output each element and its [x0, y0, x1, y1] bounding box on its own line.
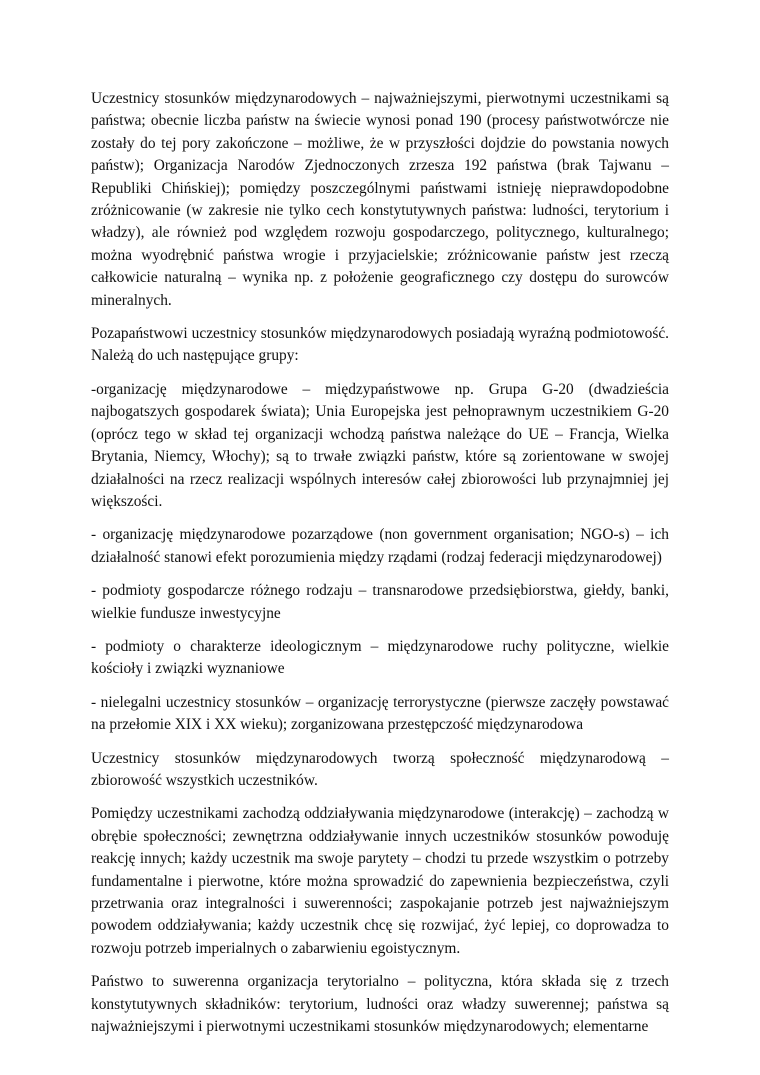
list-item-ideological-entities: - podmioty o charakterze ideologicznym – międzynarodowe ruchy polityczne, wielkie kościoły i związki wyznaniowe: [91, 637, 669, 678]
list-item-intergovernmental-organizations: -organizację międzynarodowe – międzypaństwowe np. Grupa G-20 (dwadzieścia najbogatszych gospodarek świata); Unia Europejska jest pełnoprawnym uczestnikiem G-20 (oprócz tego w skład tej organizacji wchodzą państwa należące do UE – Francja, Wielka Brytania, Niemcy, Włochy); są to trwałe związki państw, które są zorientowane w swojej działalności na rzecz realizacji wspólnych interesów całej zbiorowości lub przynajmniej jej większości.: [91, 380, 669, 510]
document-page: [91, 88, 669, 1038]
paragraph-state-participants: Uczestnicy stosunków międzynarodowych – najważniejszymi, pierwotnymi uczestnikami są państwa; obecnie liczba państw na świecie wynosi ponad 190 (procesy państwotwórcze nie zostały do tej pory zakończone – możliwe, że w przyszłości dojdzie do powstania nowych państw); Organizacja Narodów Zjednoczonych zrzesza 192 państwa (brak Tajwanu – Republiki Chińskiej); pomiędzy poszczególnymi państwami istnieję nieprawdopodobne zróżnicowanie (w zakresie nie tylko cech konstytutywnych państwa: ludności, terytorium i władzy), ale również pod względem rozwoju gospodarczego, politycznego, kulturalnego; można wyodrębnić państwa wrogie i przyjacielskie; zróżnicowanie państw jest rzeczą całkowicie naturalną – wynika np. z położenie geograficznego czy dostępu do surowców mineralnych.: [91, 90, 669, 309]
list-item-economic-entities: - podmioty gospodarcze różnego rodzaju – transnarodowe przedsiębiorstwa, giełdy, banki, wielkie fundusze inwestycyjne: [91, 582, 669, 622]
list-item-illegal-participants: - nielegalni uczestnicy stosunków – organizację terrorystyczne (pierwsze zaczęły powstawać na przełomie XIX i XX wieku); zorganizowana przestępczość międzynarodowa: [91, 693, 669, 734]
paragraph-international-community: Uczestnicy stosunków międzynarodowych tworzą społeczność międzynarodową – zbiorowość wszystkich uczestników.: [91, 749, 669, 789]
list-item-non-governmental-organizations: - organizację międzynarodowe pozarządowe (non government organisation; NGO-s) – ich działalność stanowi efekt porozumienia między rządami (rodzaj federacji międzynarodowej): [91, 526, 669, 566]
paragraph-non-state-participants: Pozapaństwowi uczestnicy stosunków międzynarodowych posiadają wyraźną podmiotowość. Należą do uch następujące grupy:: [91, 325, 669, 365]
paragraph-state-definition: Państwo to suwerenna organizacja terytorialno – polityczna, która składa się z trzech konstytutywnych składników: terytorium, ludności oraz władzy suwerennej; państwa są najważniejszymi i pierwotnymi uczestnikami stosunków międzynarodowych; elementarne: [91, 973, 669, 1036]
paragraph-international-interactions: Pomiędzy uczestnikami zachodzą oddziaływania międzynarodowe (interakcję) – zachodzą w obrębie społeczności; zewnętrzna oddziaływanie innych uczestników stosunków powoduję reakcję innych; każdy uczestnik ma swoje parytety – chodzi tu przede wszystkim o potrzeby fundamentalne i pierwotne, które można sprowadzić do zapewnienia bezpieczeństwa, czyli przetrwania oraz integralności i suwerenności; zaspokajanie potrzeb jest najważniejszym powodem oddziaływania; każdy uczestnik chcę się rozwijać, żyć lepiej, co doprowadza to rozwoju potrzeb imperialnych o zabarwieniu egoistycznym.: [91, 805, 669, 957]
